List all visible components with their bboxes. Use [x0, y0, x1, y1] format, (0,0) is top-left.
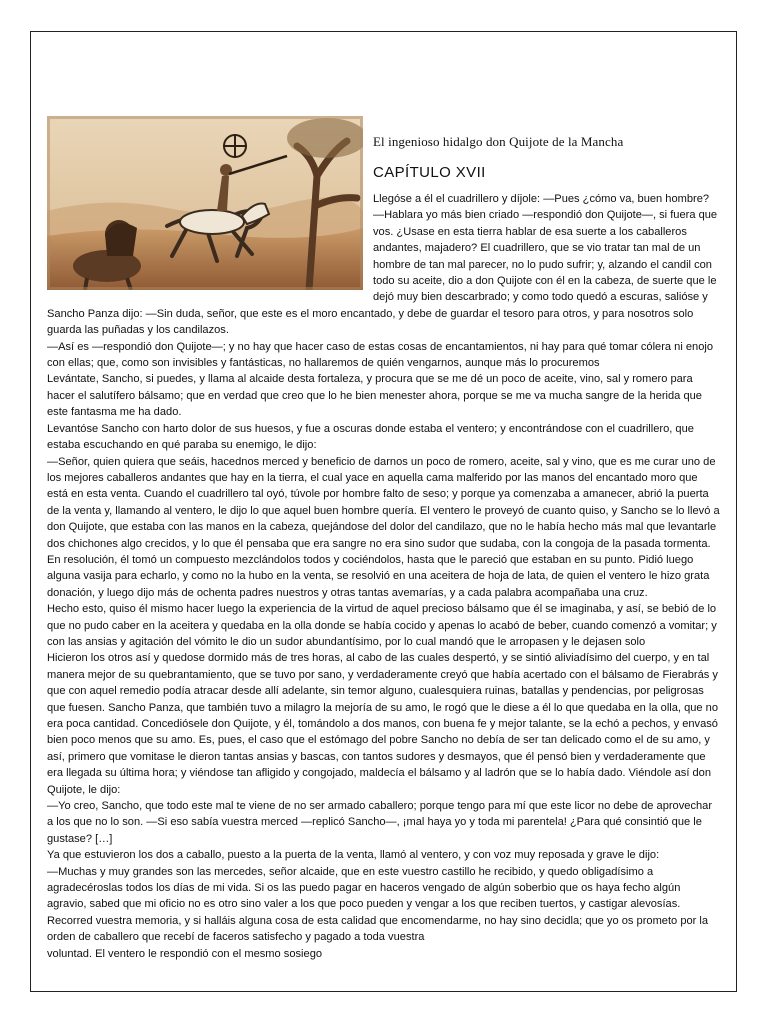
paragraph: —Yo creo, Sancho, que todo este mal te viene de no ser armado caballero; porque tengo para mí que este licor no debe de aprovechar a los que no lo son. —Si eso sabía vuestra merced —replicó Sancho—, ¡mal haya yo y toda mi parentela! ¿Para qué consintió que le gustase? […] [47, 800, 713, 845]
paragraph: En resolución, él tomó un compuesto mezclándolos todos y cociéndolos, hasta que le pareció que estaban en su punto. Pidió luego alguna vasija para echarlo, y como no la hubo en la venta, se resolvió en una aceitera de hoja de lata, de quien el ventero le hizo grata donación, y luego dijo más de ochenta padres nuestros y otras tantas avemarías, y a cada palabra acompañaba una cruz. [47, 553, 710, 599]
document-content [47, 116, 721, 962]
paragraph: —Muchas y muy grandes son las mercedes, señor alcaide, que en este vuestro castillo he recibido, y quedo obligadísimo a agradecéroslas todos los días de mi vida. Si os las puedo pagar en haceros vengado de algún soberbio que os haya fecho algún agravio, sabed que mi oficio no es otro sino valer a los que poco pueden y vengar a los que reciben tuertos, y castigar alevosías. Recorred vuestra memoria, y si halláis alguna cosa de esta calidad que encomendarme, no hay sino decidla; que yo os prometo por la orden de caballero que recebí de faceros satisfecho y pagado a toda vuestra [47, 865, 709, 944]
illustration-icon [47, 116, 363, 290]
paragraph: Levántate, Sancho, si puedes, y llama al alcaide desta fortaleza, y procura que se me dé un poco de aceite, vino, sal y romero para hacer el salutífero bálsamo; que en verdad que creo que lo he bien menester ahora, porque se me va mucha sangre de la herida que este fantasma me ha dado. [47, 373, 702, 419]
book-title: El ingenioso hidalgo don Quijote de la Mancha [373, 134, 624, 149]
paragraph: —Señor, quien quiera que seáis, hacednos merced y beneficio de darnos un poco de romero, aceite, sal y vino, que es me curar uno de los mejores caballeros andantes que hay en la tierra, el cual yace en aquella cama malferido por las manos del encantado moro que está en esta venta. Cuando el cuadrillero tal oyó, túvole por hombre falto de seso; y porque ya comenzaba a amanecer, abrió la puerta de la venta y, llamando al ventero, le dijo lo que aquel buen hombre quería. El ventero le proveyó de cuanto quiso, y Sancho se lo llevó a don Quijote, que estaba con las manos en la cabeza, quejándose del dolor del candilazo, que no le había hecho más mal que levantarle dos chichones algo crecidos, y lo que él pensaba que era sangre no era sino sudor que sudaba, con la congoja de la pasada tormenta. [47, 455, 720, 550]
paragraph: Hicieron los otros así y quedose dormido más de tres horas, al cabo de las cuales despertó, y se sintió aliviadísimo del cuerpo, y en tal manera mejor de su quebrantamiento, que se tuvo por sano, y verdaderamente creyó que había acertado con el bálsamo de Fierabrás y que con aquel remedio podía atracar desde allí adelante, sin temor alguno, cualesquiera ruinas, batallas y pendencias, por peligrosas que fuesen. Sancho Panza, que también tuvo a milagro la mejoría de su amo, le rogó que le diese a él lo que quedaba en la olla, que no era poca cantidad. Concediósele don Quijote, y él, tomándolo a dos manos, con buena fe y mejor talante, se la echó a pechos, y envasó bien poco menos que su amo. Es, pues, el caso que el estómago del pobre Sancho no debía de ser tan delicado como el de su amo, y así, primero que vomitase le dieron tantas ansias y bascas, con tantos sudores y desmayos, que él pensó bien y verdaderamente que era llegada su última hora; y viéndose tan afligido y congojado, maldecía el bálsamo y al ladrón que se lo había dado. Viéndole así don Quijote, le dijo: [47, 652, 719, 796]
paragraph: Llegóse a él el cuadrillero y díjole: —Pues ¿cómo va, buen hombre? —Hablara yo más bien criado —respondió don Quijote—, si fuera que vos. ¿Usase en esta tierra hablar de esa suerte a los caballeros andantes, majadero? El cuadrillero, que se vio tratar tan mal de un hombre de tan mal parecer, no lo pudo sufrir; y, alzando el candil con todo su aceite, dio a don Quijote con él en la cabeza, de suerte que le dejó muy bien descarbrado; y como todo quedó a escuras, salióse y Sancho Panza dijo: —Sin duda, señor, que este es el moro encantado, y debe de guardar el tesoro para otros, y para nosotros solo guarda las puñadas y los candilazos. [47, 193, 718, 337]
document-page [30, 31, 737, 992]
paragraph: —Así es —respondió don Quijote—; y no hay que hacer caso de estas cosas de encantamientos, ni hay para qué tomar cólera ni enojo con ellas; que, como son invisibles y fantásticas, no hallaremos de quién vengarnos, aunque más lo procuremos [47, 340, 714, 370]
paragraph: voluntad. El ventero le respondió con el mesmo sosiego [47, 947, 323, 960]
paragraph: Hecho esto, quiso él mismo hacer luego la experiencia de la virtud de aquel precioso bálsamo que él se imaginaba, y así, se bebió de lo que no pudo caber en la aceitera y quedaba en la olla donde se había cocido y apenas lo acabó de beber, cuando comenzó a vomitar; y con las ansias y agitación del vómito le dio un sudor abundantísimo, por lo cual mandó que le arropasen y le dejasen solo [47, 603, 717, 648]
illustration-image [47, 116, 363, 290]
chapter-heading: CAPÍTULO XVII [373, 164, 486, 181]
paragraph: Levantóse Sancho con harto dolor de sus huesos, y fue a oscuras donde estaba el ventero; y encontrándose con el cuadrillero, que estaba escuchando en qué paraba su enemigo, le dijo: [47, 422, 694, 452]
paragraph: Ya que estuvieron los dos a caballo, puesto a la puerta de la venta, llamó al ventero, y con voz muy reposada y grave le dijo: [47, 849, 660, 862]
